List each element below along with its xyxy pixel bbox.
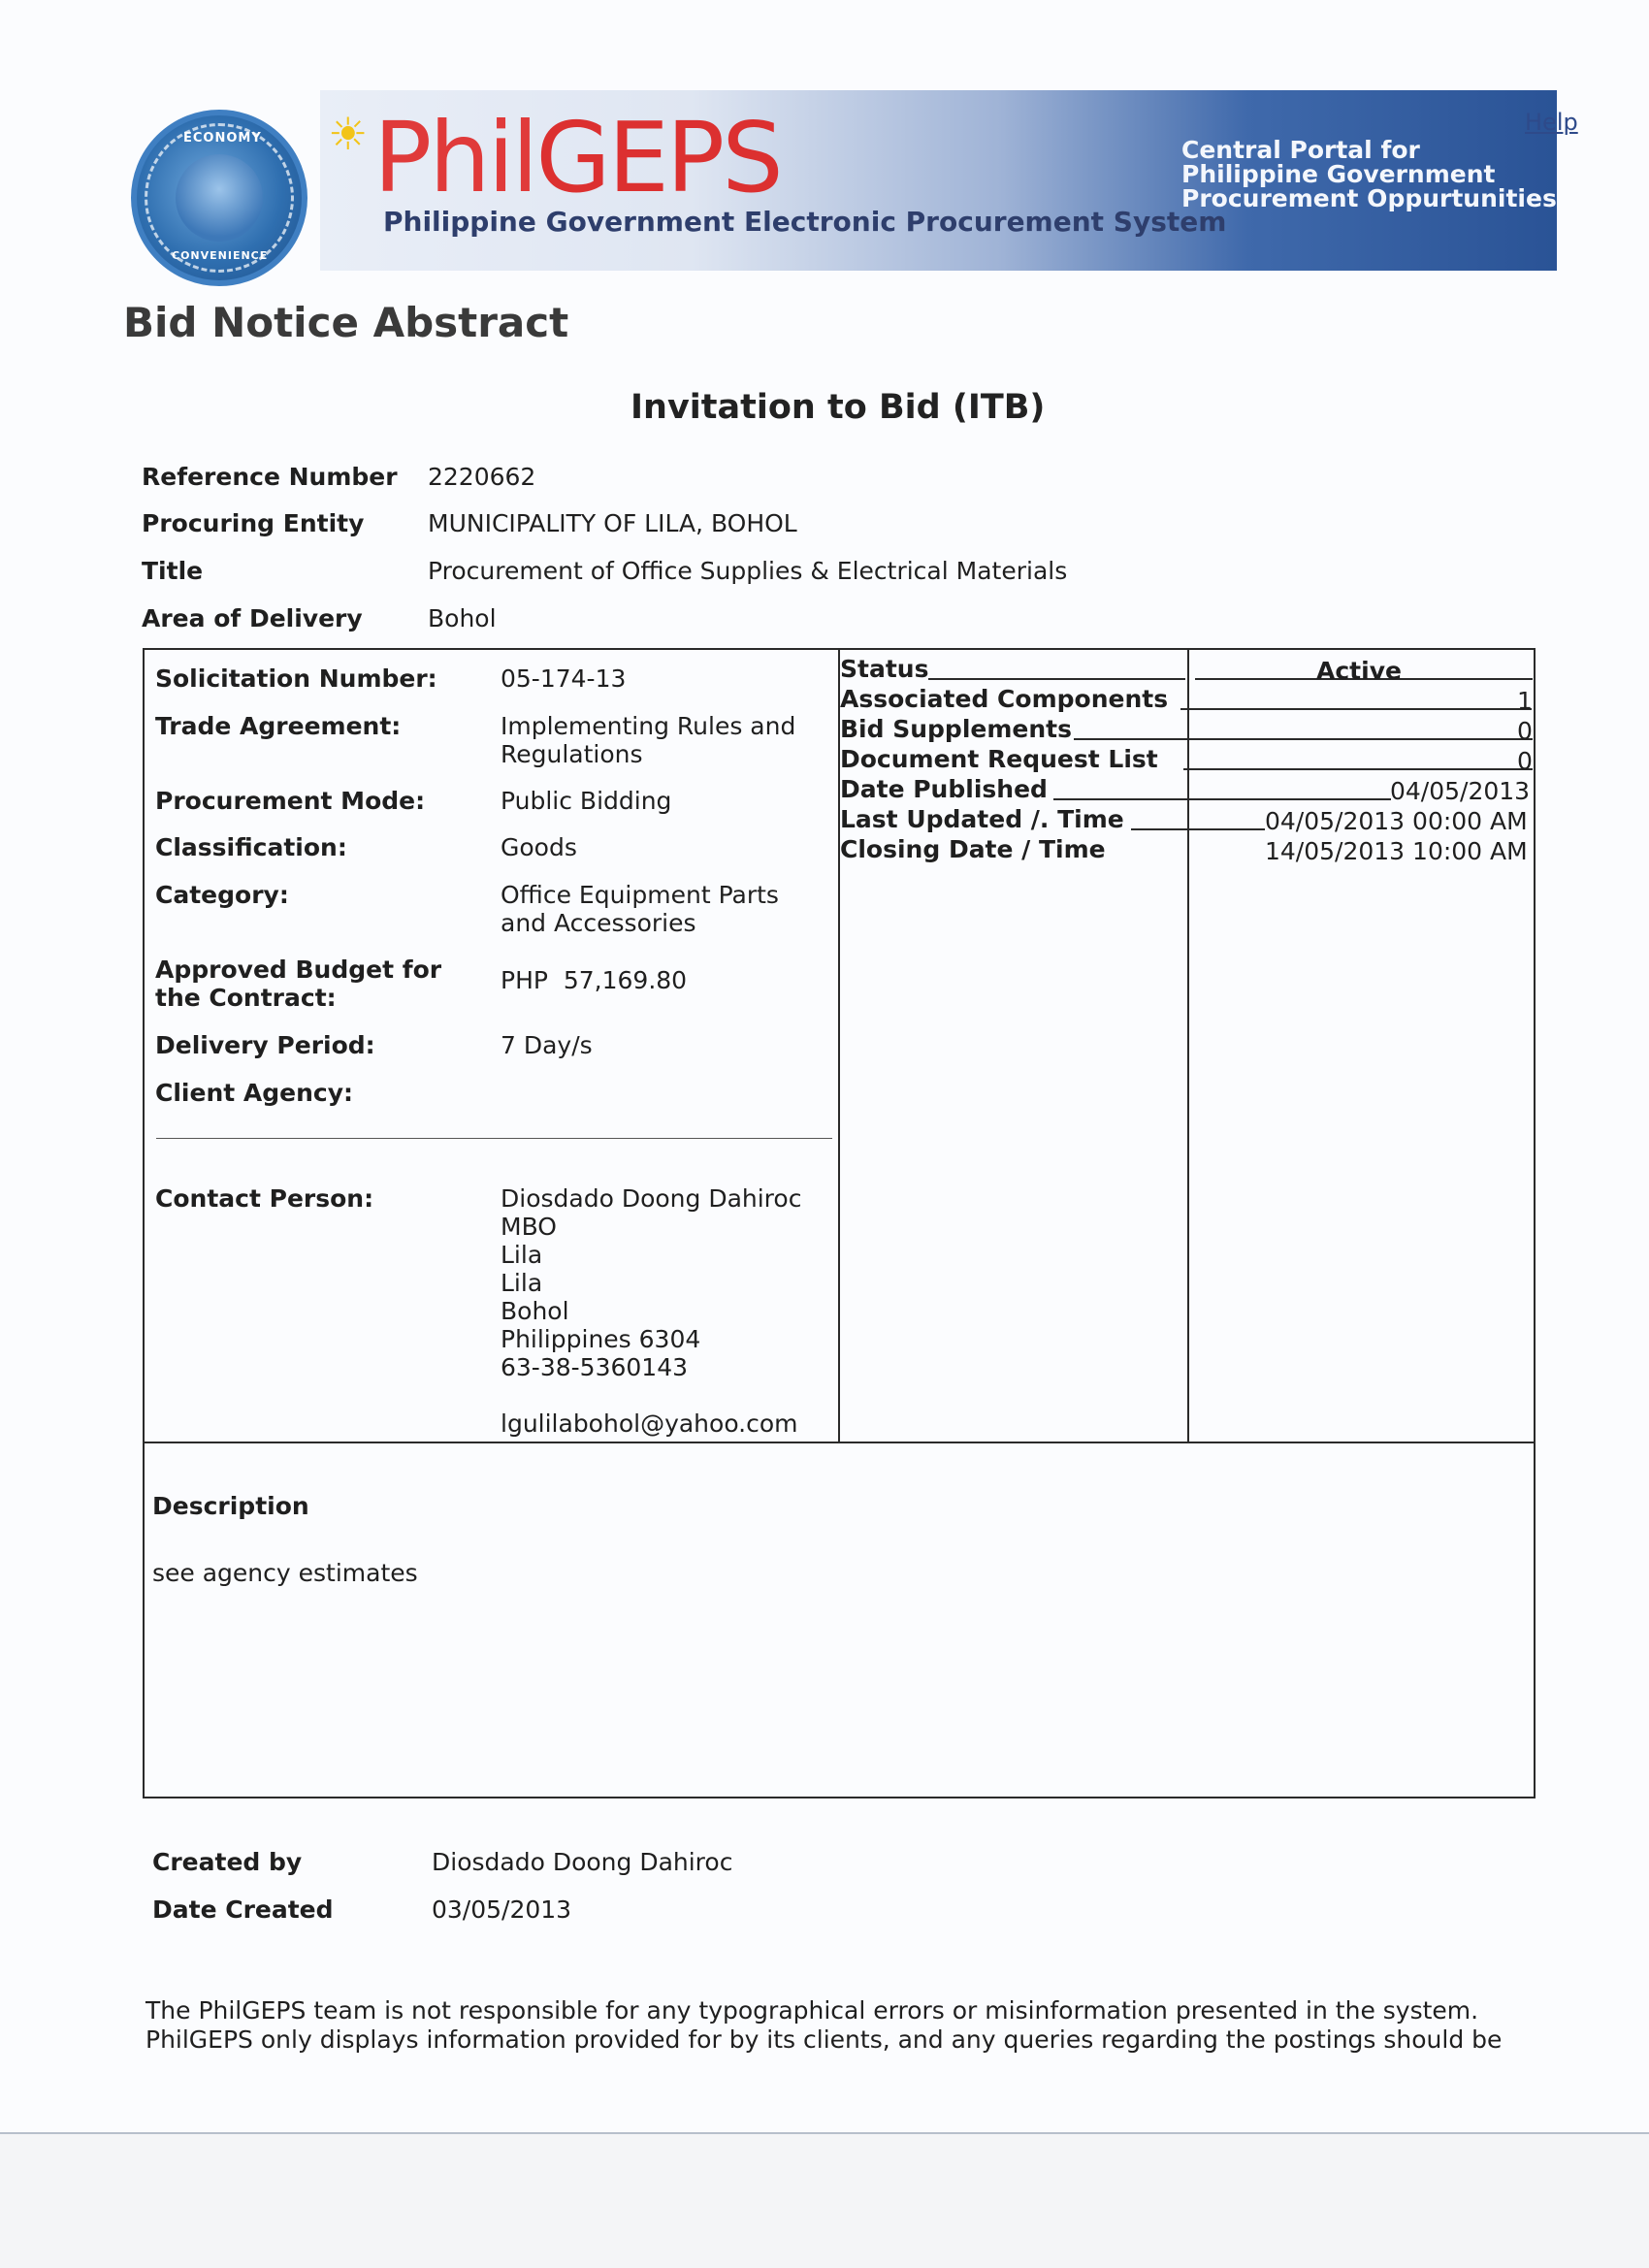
contact-line: Diosdado Doong Dahiroc [501,1184,802,1213]
client-agency-label: Client Agency: [155,1079,354,1107]
date-published-label: Date Published [840,775,1048,803]
approved-budget-label-line-2: the Contract: [155,984,337,1012]
classification-label: Classification: [155,833,347,861]
date-created-value: 03/05/2013 [432,1895,572,1924]
category-value [501,881,779,937]
solicitation-number-value: 05-174-13 [501,664,627,693]
contact-line: Lila [501,1241,543,1269]
portal-line-2: Philippine Government [1181,160,1496,188]
contact-line: MBO [501,1213,557,1241]
seal-word-economy: ECONOMY [183,131,262,146]
contact-line: Lila [501,1269,543,1297]
contact-line: 63-38-5360143 [501,1353,689,1381]
approved-budget-label [155,956,441,1012]
created-by-label: Created by [152,1848,303,1876]
reference-number-value: 2220662 [428,463,536,491]
disclaimer-line-2: PhilGEPS only displays information provided for by its clients, and any queries regarding the postings should be [146,2025,1503,2054]
portal-line-3: Procurement Oppurtunities [1181,184,1557,212]
disclaimer-line-1: The PhilGEPS team is not responsible for any typographical errors or misinformation presented in the system. [146,1996,1479,2025]
category-label: Category: [155,881,289,909]
last-updated-value: 04/05/2013 00:00 AM [1265,807,1528,835]
contact-line: Bohol [501,1297,569,1325]
solicitation-number-label: Solicitation Number: [155,664,437,693]
contact-person-label: Contact Person: [155,1184,374,1213]
area-of-delivery-value: Bohol [428,604,497,632]
footer-band [0,2134,1649,2268]
portal-line-1: Central Portal for [1181,136,1420,164]
category-line-1: Office Equipment Parts [501,881,779,909]
contact-email-link[interactable]: lgulilabohol@yahoo.com [501,1409,798,1438]
delivery-period-value: 7 Day/s [501,1031,593,1059]
title-value: Procurement of Office Supplies & Electrical Materials [428,557,1068,585]
date-created-label: Date Created [152,1895,334,1924]
contact-person-block [501,1184,801,1438]
delivery-period-label: Delivery Period: [155,1031,375,1059]
area-of-delivery-label: Area of Delivery [142,604,363,632]
closing-date-label: Closing Date / Time [840,835,1106,863]
procurement-mode-label: Procurement Mode: [155,787,426,815]
description-label: Description [152,1492,309,1520]
contact-line: Philippines 6304 [501,1325,701,1353]
associated-components-value: 1 [1517,687,1533,715]
trade-agreement-line-1: Implementing Rules and [501,712,796,740]
philgeps-seal-logo [131,110,307,286]
disclaimer [146,1996,1533,2055]
bid-supplements-value: 0 [1517,717,1533,745]
classification-value: Goods [501,833,577,861]
title-label: Title [142,557,204,585]
associated-components-label: Associated Components [840,685,1169,713]
created-by-value: Diosdado Doong Dahiroc [432,1848,733,1876]
portal-caption [1181,138,1557,211]
help-link[interactable]: Help [1525,109,1578,136]
logo-tagline: Philippine Government Electronic Procurement System [383,206,1227,238]
date-published-value: 04/05/2013 [1390,777,1531,805]
philgeps-wordmark [373,101,781,214]
bid-supplements-label: Bid Supplements [840,715,1072,743]
flag-sun-icon: ☀ [328,108,369,160]
procurement-mode-value: Public Bidding [501,787,672,815]
approved-budget-value: PHP 57,169.80 [501,966,688,994]
description-divider [145,1442,1534,1443]
document-request-list-value: 0 [1517,747,1533,775]
trade-agreement-value [501,712,795,768]
notice-type-heading: Invitation to Bid (ITB) [630,388,1046,427]
category-line-2: and Accessories [501,909,696,937]
document-request-list-label: Document Request List [840,745,1158,773]
closing-date-value: 14/05/2013 10:00 AM [1265,837,1528,865]
seal-word-convenience: CONVENIENCE [172,249,269,262]
reference-number-label: Reference Number [142,463,398,491]
trade-agreement-line-2: Regulations [501,740,643,768]
procuring-entity-value: MUNICIPALITY OF LILA, BOHOL [428,509,797,537]
page-title: Bid Notice Abstract [123,299,569,346]
wordmark-phil: Phil [373,101,536,214]
approved-budget-label-line-1: Approved Budget for [155,956,442,984]
wordmark-geps: GEPS [535,101,781,214]
description-text: see agency estimates [152,1559,418,1587]
status-label: Status [840,655,929,683]
procuring-entity-label: Procuring Entity [142,509,365,537]
status-value: Active [1316,657,1402,685]
contact-separator [156,1138,832,1139]
last-updated-label: Last Updated /. Time [840,805,1124,833]
trade-agreement-label: Trade Agreement: [155,712,402,740]
